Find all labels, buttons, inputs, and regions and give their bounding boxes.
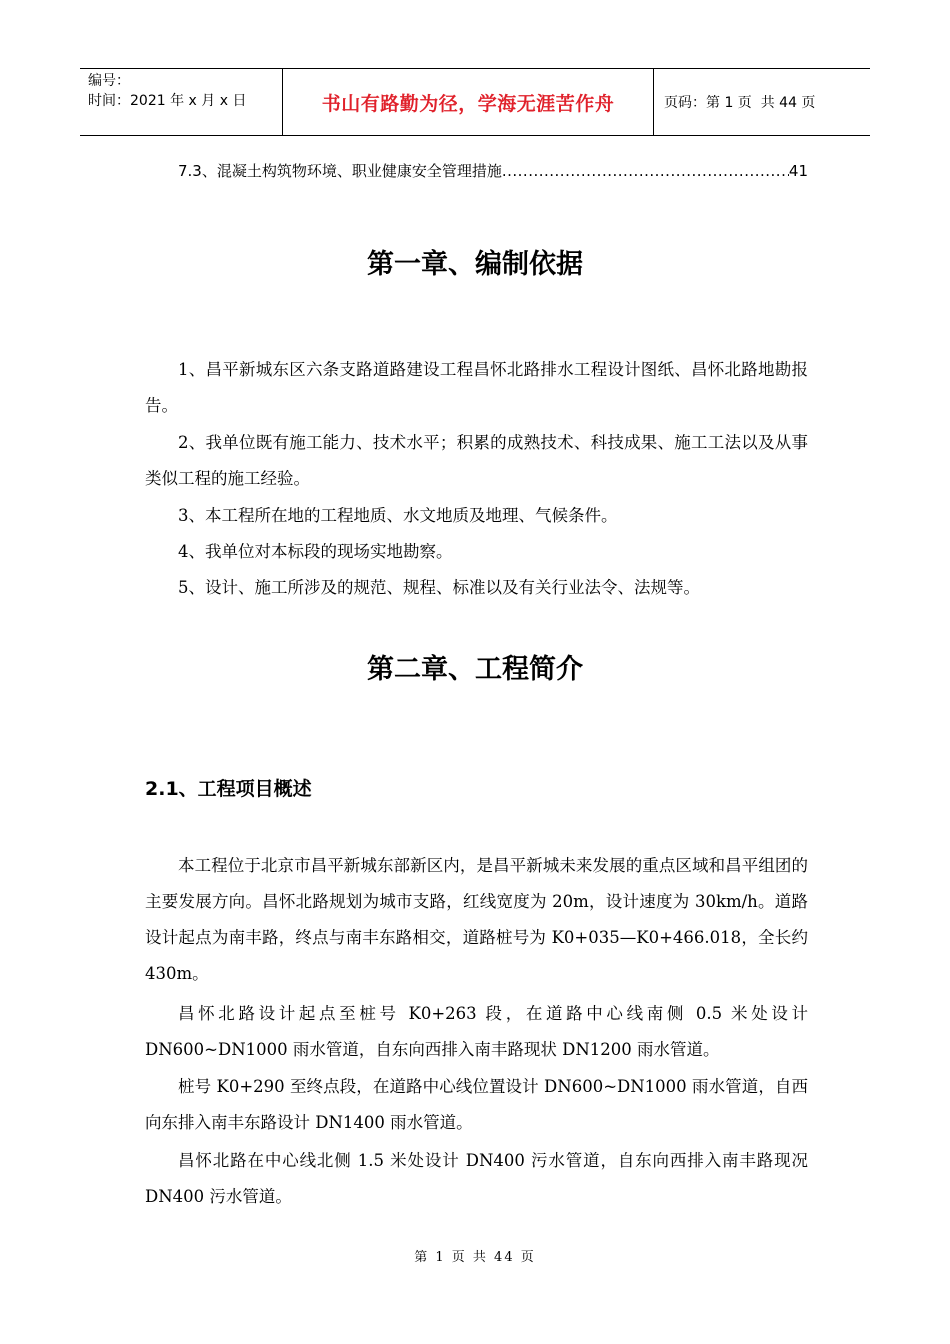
- paragraph: 3、本工程所在地的工程地质、水文地质及地理、气候条件。: [178, 506, 618, 525]
- toc-entry-title: 7.3、混凝土构筑物环境、职业健康安全管理措施: [178, 162, 502, 180]
- section-title: 2.1、工程项目概述: [145, 778, 312, 800]
- document-time-label: 时间：2021 年 x 月 x 日: [88, 93, 247, 109]
- toc-entry-page: 41: [788, 162, 808, 180]
- paragraph: 昌怀北路在中心线北侧 1.5 米处设计 DN400 污水管道，自东向西排入南丰路现况 DN400 污水管道。: [145, 1151, 808, 1206]
- page-footer: 第 1 页 共 44 页: [414, 1250, 536, 1265]
- toc-leader-dots: [502, 162, 789, 180]
- header-meta-cell: [80, 69, 282, 135]
- chapter-title: 第一章、编制依据: [367, 249, 583, 280]
- header-page-cell: [654, 69, 870, 135]
- header-page-info: 页码：第 1 页 共 44 页: [664, 95, 816, 111]
- document-number-label: 编号：: [88, 73, 130, 89]
- header-table: [80, 68, 870, 136]
- paragraph: 本工程位于北京市昌平新城东部新区内，是昌平新城未来发展的重点区域和昌平组团的主要发展方向。昌怀北路规划为城市支路，红线宽度为 20m，设计速度为 30km/h。道路设计起点为南丰路，终点与南丰东路相交，道路桩号为 K0+035—K0+466.018，全长约 430m。: [145, 856, 808, 983]
- paragraph: 昌怀北路设计起点至桩号 K0+263 段，在道路中心线南侧 0.5 米处设计 DN600~DN1000 雨水管道，自东向西排入南丰路现状 DN1200 雨水管道。: [145, 1004, 808, 1059]
- toc-entry[interactable]: [178, 160, 808, 181]
- paragraph: 5、设计、施工所涉及的规范、规程、标准以及有关行业法令、法规等。: [178, 578, 700, 597]
- chapter-title: 第二章、工程简介: [367, 654, 583, 685]
- paragraph: 桩号 K0+290 至终点段，在道路中心线位置设计 DN600~DN1000 雨水管道，自西向东排入南丰东路设计 DN1400 雨水管道。: [145, 1077, 808, 1132]
- header-motto: 书山有路勤为径，学海无涯苦作舟: [321, 92, 615, 115]
- paragraph: 2、我单位既有施工能力、技术水平；积累的成熟技术、科技成果、施工工法以及从事类似工程的施工经验。: [145, 433, 808, 488]
- paragraph: 1、昌平新城东区六条支路道路建设工程昌怀北路排水工程设计图纸、昌怀北路地勘报告。: [145, 360, 808, 415]
- paragraph: 4、我单位对本标段的现场实地勘察。: [178, 542, 453, 561]
- header-motto-cell: [282, 69, 654, 135]
